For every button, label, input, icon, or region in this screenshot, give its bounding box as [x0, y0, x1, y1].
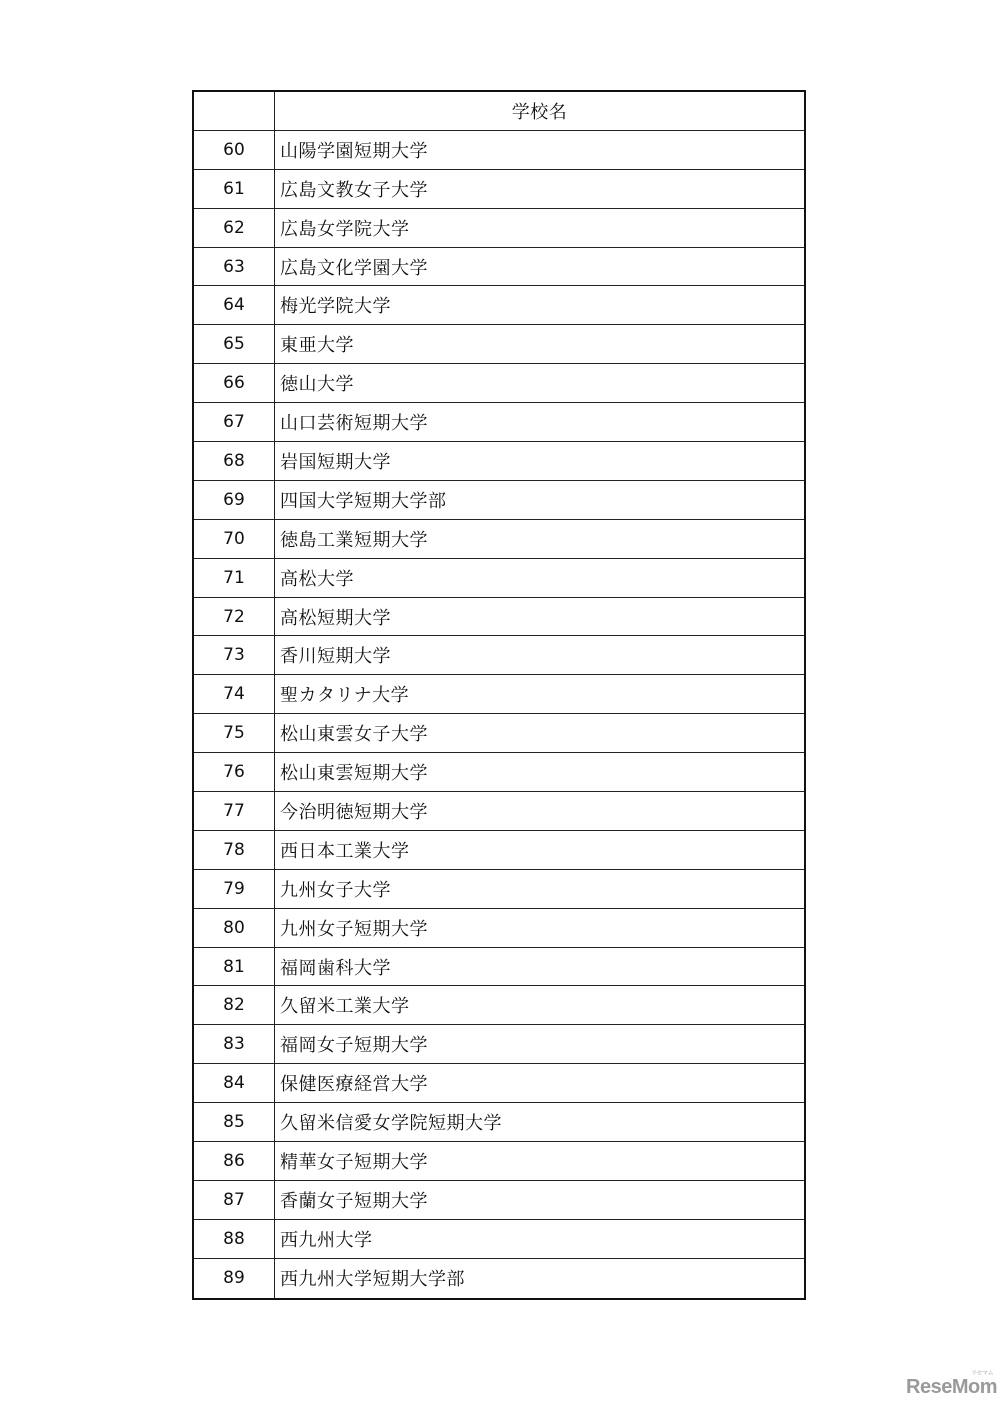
table-row — [194, 364, 804, 403]
school-name: 徳山大学 — [280, 374, 354, 396]
table-row — [194, 714, 804, 753]
school-list-table — [192, 90, 806, 1300]
table-row — [194, 870, 804, 909]
row-number: 70 — [194, 520, 275, 558]
school-name: 徳島工業短期大学 — [280, 529, 428, 551]
row-number: 63 — [194, 248, 275, 286]
table-row — [194, 131, 804, 170]
row-number: 89 — [194, 1259, 275, 1298]
table-row — [194, 1220, 804, 1259]
table-row — [194, 948, 804, 987]
row-number: 86 — [194, 1142, 275, 1180]
school-name: 九州女子大学 — [280, 879, 391, 901]
table-row — [194, 792, 804, 831]
school-name: 広島文教女子大学 — [280, 179, 428, 201]
logo-ruby: リセマム — [971, 1371, 993, 1377]
table-row — [194, 909, 804, 948]
school-name: 聖カタリナ大学 — [280, 685, 410, 707]
row-number: 73 — [194, 636, 275, 674]
school-name: 松山東雲女子大学 — [280, 724, 428, 746]
school-name: 西日本工業大学 — [280, 840, 410, 862]
school-name: 香川短期大学 — [280, 646, 391, 668]
row-number: 69 — [194, 481, 275, 519]
row-number: 64 — [194, 286, 275, 324]
table-row — [194, 559, 804, 598]
row-number: 60 — [194, 131, 275, 169]
school-name: 精華女子短期大学 — [280, 1151, 428, 1173]
row-number: 77 — [194, 792, 275, 830]
school-name: 久留米工業大学 — [280, 996, 410, 1018]
row-number: 87 — [194, 1181, 275, 1219]
school-name: 九州女子短期大学 — [280, 918, 428, 940]
row-number: 76 — [194, 753, 275, 791]
table-row — [194, 481, 804, 520]
table-row — [194, 403, 804, 442]
table-header — [194, 92, 804, 131]
row-number: 88 — [194, 1220, 275, 1258]
school-name: 山陽学園短期大学 — [280, 140, 428, 162]
table-row — [194, 598, 804, 637]
school-name: 保健医療経営大学 — [280, 1074, 428, 1096]
school-name: 西九州大学 — [280, 1229, 373, 1251]
school-name: 松山東雲短期大学 — [280, 763, 428, 785]
school-name: 梅光学院大学 — [280, 296, 391, 318]
table-row — [194, 248, 804, 287]
school-name: 四国大学短期大学部 — [280, 490, 447, 512]
table-row — [194, 1025, 804, 1064]
row-number: 71 — [194, 559, 275, 597]
table-row — [194, 1259, 804, 1298]
table-row — [194, 1103, 804, 1142]
row-number: 75 — [194, 714, 275, 752]
table-row — [194, 1181, 804, 1220]
school-name: 広島文化学園大学 — [280, 257, 428, 279]
table-row — [194, 325, 804, 364]
row-number: 85 — [194, 1103, 275, 1141]
school-name: 福岡女子短期大学 — [280, 1035, 428, 1057]
row-number: 68 — [194, 442, 275, 480]
school-name: 久留米信愛女学院短期大学 — [280, 1113, 502, 1135]
row-number: 79 — [194, 870, 275, 908]
row-number: 65 — [194, 325, 275, 363]
school-name: 今治明徳短期大学 — [280, 801, 428, 823]
header-school-name: 学校名 — [511, 101, 568, 123]
school-name: 西九州大学短期大学部 — [280, 1269, 465, 1291]
table-row — [194, 170, 804, 209]
row-number: 78 — [194, 831, 275, 869]
resemom-logo — [906, 1371, 997, 1399]
school-name: 山口芸術短期大学 — [280, 413, 428, 435]
row-number: 84 — [194, 1064, 275, 1102]
school-name: 香蘭女子短期大学 — [280, 1190, 428, 1212]
table-row — [194, 442, 804, 481]
school-name: 岩国短期大学 — [280, 451, 391, 473]
row-number: 80 — [194, 909, 275, 947]
table-row — [194, 675, 804, 714]
table-row — [194, 1142, 804, 1181]
table-row — [194, 636, 804, 675]
row-number: 82 — [194, 986, 275, 1024]
school-name: 広島女学院大学 — [280, 218, 410, 240]
table-row — [194, 286, 804, 325]
school-name: 高松短期大学 — [280, 607, 391, 629]
header-number-cell — [194, 92, 275, 130]
row-number: 74 — [194, 675, 275, 713]
table-row — [194, 209, 804, 248]
row-number: 72 — [194, 598, 275, 636]
logo-text: ReseMom — [906, 1376, 997, 1398]
school-name: 東亜大学 — [280, 335, 354, 357]
row-number: 83 — [194, 1025, 275, 1063]
school-name: 福岡歯科大学 — [280, 957, 391, 979]
table-row — [194, 520, 804, 559]
table-row — [194, 986, 804, 1025]
row-number: 61 — [194, 170, 275, 208]
row-number: 66 — [194, 364, 275, 402]
table-row — [194, 831, 804, 870]
row-number: 62 — [194, 209, 275, 247]
table-row — [194, 753, 804, 792]
row-number: 67 — [194, 403, 275, 441]
row-number: 81 — [194, 948, 275, 986]
school-name: 高松大学 — [280, 568, 354, 590]
table-row — [194, 1064, 804, 1103]
